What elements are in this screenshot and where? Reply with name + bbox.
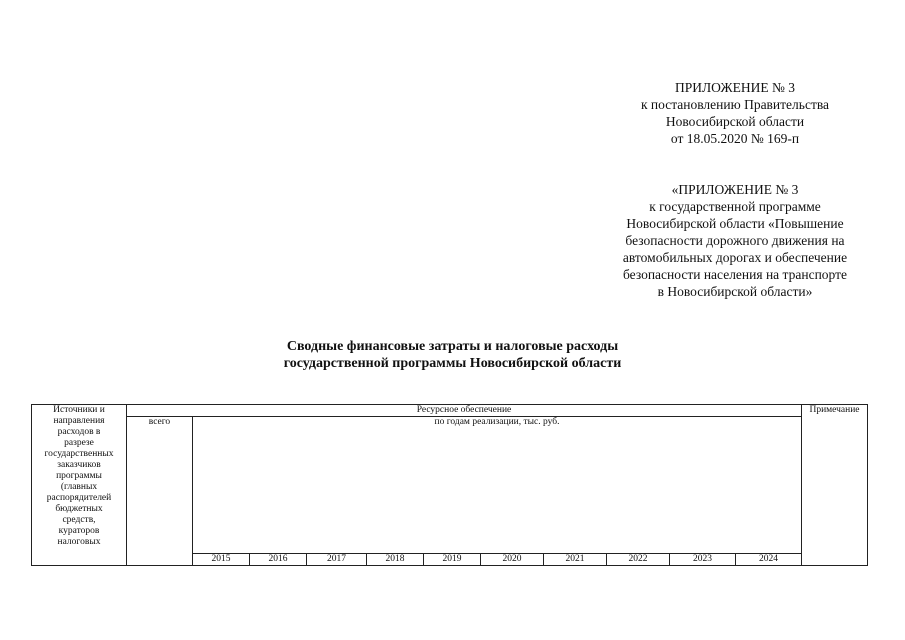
program-appendix-line-4: безопасности дорожного движения на	[625, 233, 845, 248]
header-sources-line: программы	[56, 471, 102, 481]
header-by-years: по годам реализации, тыс. руб.	[193, 417, 802, 554]
year-cell: 2019	[424, 554, 481, 566]
header-sources-line: государственных	[44, 449, 114, 459]
appendix-header	[595, 79, 875, 147]
appendix-line-1: ПРИЛОЖЕНИЕ № 3	[674, 80, 796, 95]
program-appendix-line-1: «ПРИЛОЖЕНИЕ № 3	[671, 182, 799, 197]
appendix-line-3: Новосибирской области	[665, 114, 805, 129]
header-sources-line: бюджетных	[55, 504, 103, 514]
year-cell: 2015	[193, 554, 250, 566]
header-sources-line: направления	[53, 416, 105, 426]
program-appendix-header	[600, 181, 870, 300]
year-cell: 2024	[736, 554, 802, 566]
header-sources-line: налоговых	[57, 537, 101, 547]
header-sources-line: кураторов	[58, 526, 100, 536]
program-appendix-line-6: безопасности населения на транспорте	[622, 267, 848, 282]
header-sources-line: заказчиков	[57, 460, 101, 470]
year-cell: 2023	[670, 554, 736, 566]
document-title-line-1: Сводные финансовые затраты и налоговые расходы	[286, 339, 619, 354]
year-cell: 2021	[544, 554, 607, 566]
program-appendix-line-5: автомобильных дорогах и обеспечение	[622, 250, 848, 265]
appendix-line-2: к постановлению Правительства	[640, 97, 830, 112]
year-cell: 2018	[367, 554, 424, 566]
header-total: всего	[127, 417, 193, 566]
program-appendix-line-2: к государственной программе	[649, 199, 821, 214]
financial-table	[31, 404, 868, 566]
year-cell: 2020	[481, 554, 544, 566]
program-appendix-line-7: в Новосибирской области»	[657, 284, 813, 299]
program-appendix-line-3: Новосибирской области «Повышение	[626, 216, 844, 231]
year-cell: 2016	[250, 554, 307, 566]
header-sources-line: (главных	[60, 482, 98, 492]
appendix-line-4: от 18.05.2020 № 169-п	[670, 131, 800, 146]
header-sources-line: распорядителей	[46, 493, 112, 503]
year-cell: 2022	[607, 554, 670, 566]
document-title-line-2: государственной программы Новосибирской области	[283, 356, 622, 371]
header-note: Примечание	[802, 405, 868, 566]
header-sources-line: разрезе	[64, 438, 94, 448]
header-sources-line: Источники и	[53, 405, 105, 415]
document-title	[0, 338, 905, 372]
header-sources-line: расходов в	[57, 427, 101, 437]
header-sources	[32, 405, 127, 566]
year-cell: 2017	[307, 554, 367, 566]
header-sources-line: средств,	[62, 515, 96, 525]
header-resources: Ресурсное обеспечение	[127, 405, 802, 417]
